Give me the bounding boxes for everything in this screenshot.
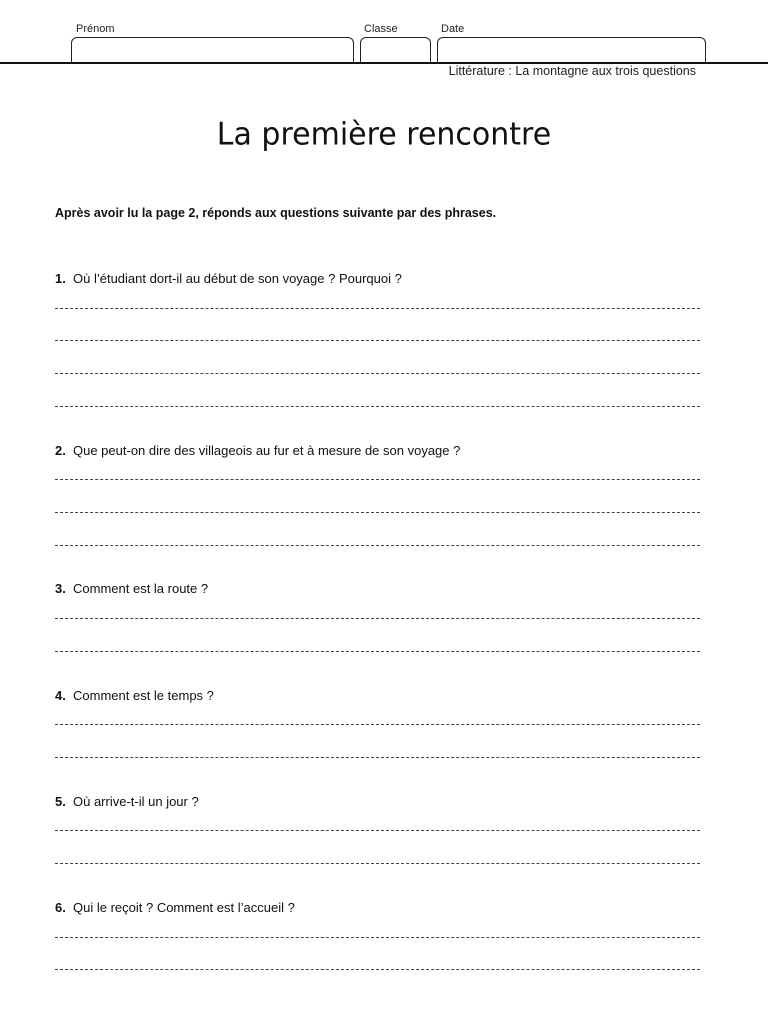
question-number: 1. — [55, 271, 66, 286]
classe-field[interactable] — [360, 37, 431, 63]
answer-line[interactable] — [55, 969, 700, 970]
question-5 — [55, 794, 199, 809]
answer-line[interactable] — [55, 308, 700, 309]
date-field[interactable] — [437, 37, 706, 63]
answer-line[interactable] — [55, 406, 700, 407]
question-text: Où l’étudiant dort-il au début de son voyage ? Pourquoi ? — [73, 271, 402, 286]
question-6 — [55, 900, 295, 915]
question-2 — [55, 443, 460, 458]
classe-label: Classe — [364, 23, 398, 35]
answer-line[interactable] — [55, 373, 700, 374]
answer-line[interactable] — [55, 618, 700, 619]
question-number: 6. — [55, 900, 66, 915]
prenom-label: Prénom — [76, 23, 115, 35]
question-number: 4. — [55, 688, 66, 703]
instruction: Après avoir lu la page 2, réponds aux questions suivante par des phrases. — [55, 206, 497, 220]
question-1 — [55, 271, 402, 286]
answer-line[interactable] — [55, 340, 700, 341]
prenom-field[interactable] — [71, 37, 354, 63]
question-number: 5. — [55, 794, 66, 809]
answer-line[interactable] — [55, 724, 700, 725]
page-title: La première rencontre — [216, 116, 552, 153]
question-text: Comment est la route ? — [73, 581, 209, 596]
question-text: Qui le reçoit ? Comment est l’accueil ? — [73, 900, 295, 915]
question-number: 2. — [55, 443, 66, 458]
question-text: Comment est le temps ? — [73, 688, 214, 703]
answer-line[interactable] — [55, 651, 700, 652]
question-3 — [55, 581, 208, 596]
subject-line: Littérature : La montagne aux trois questions — [448, 64, 696, 78]
question-4 — [55, 688, 214, 703]
question-text: Où arrive-t-il un jour ? — [73, 794, 199, 809]
answer-line[interactable] — [55, 830, 700, 831]
answer-line[interactable] — [55, 863, 700, 864]
answer-line[interactable] — [55, 545, 700, 546]
answer-line[interactable] — [55, 479, 700, 480]
answer-line[interactable] — [55, 757, 700, 758]
date-label: Date — [441, 23, 465, 35]
question-text: Que peut-on dire des villageois au fur et à mesure de son voyage ? — [73, 443, 461, 458]
answer-line[interactable] — [55, 937, 700, 938]
question-number: 3. — [55, 581, 66, 596]
answer-line[interactable] — [55, 512, 700, 513]
